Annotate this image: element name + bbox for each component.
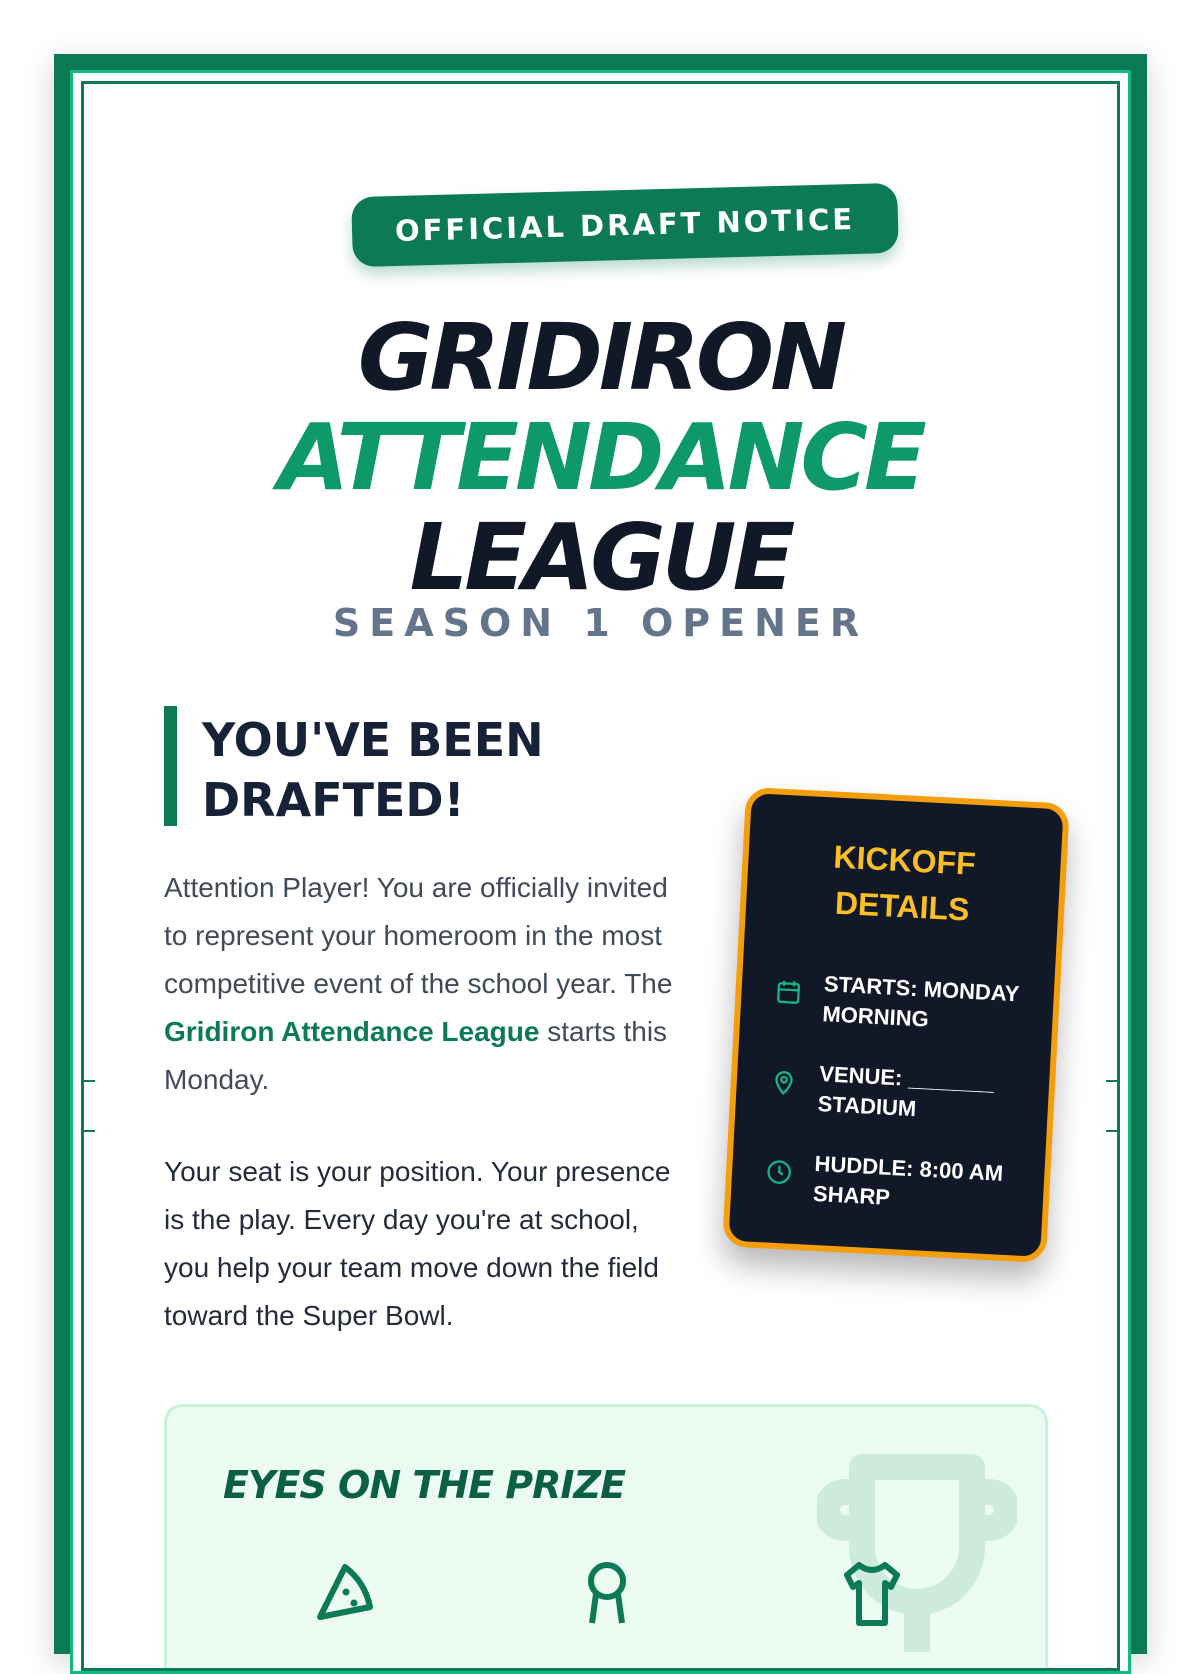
poster xyxy=(54,54,1147,1654)
league-name-highlight: Gridiron Attendance League xyxy=(164,1016,539,1047)
drafted-heading-line-1: YOU'VE BEEN xyxy=(202,710,642,770)
intro-text: Attention Player! You are officially invited to represent your homeroom in the most competitive event of the school year. The xyxy=(164,872,672,999)
title-line-3: LEAGUE xyxy=(84,508,1117,608)
jersey-icon xyxy=(837,1557,907,1627)
trophy-icon xyxy=(817,1437,1017,1671)
detail-starts-text: STARTS: MONDAY MORNING xyxy=(822,969,1037,1040)
intro-paragraph xyxy=(164,864,684,1104)
intro-text-end: starts this Monday. xyxy=(164,1016,667,1095)
clock-icon xyxy=(763,1156,795,1188)
poster-paper xyxy=(81,81,1120,1671)
accent-bar xyxy=(164,706,177,826)
yard-line-marker xyxy=(1106,1130,1120,1132)
medal-icon xyxy=(572,1557,642,1627)
pizza-icon xyxy=(310,1557,380,1627)
calendar-icon xyxy=(773,977,805,1009)
yard-line-marker xyxy=(81,1130,95,1132)
detail-venue xyxy=(767,1056,1032,1130)
title-line-1: GRIDIRON xyxy=(84,308,1117,408)
detail-huddle-text: HUDDLE: 8:00 AM SHARP xyxy=(812,1149,1027,1220)
season-subtitle: SEASON 1 OPENER xyxy=(84,601,1117,645)
detail-starts xyxy=(772,967,1037,1041)
detail-huddle xyxy=(762,1146,1027,1220)
title-line-2: ATTENDANCE xyxy=(84,408,1117,508)
kickoff-title-line-1: KICKOFF xyxy=(748,829,1062,891)
yard-line-marker xyxy=(81,1080,95,1082)
kickoff-card-title xyxy=(745,829,1061,937)
prize-title: EYES ON THE PRIZE xyxy=(223,1463,625,1507)
drafted-heading-line-2: DRAFTED! xyxy=(202,770,642,830)
yard-line-marker xyxy=(1106,1080,1120,1082)
prize-section xyxy=(164,1404,1048,1671)
map-pin-icon xyxy=(768,1066,800,1098)
kickoff-title-line-2: DETAILS xyxy=(745,875,1059,937)
draft-notice-badge: OFFICIAL DRAFT NOTICE xyxy=(351,183,899,267)
detail-venue-text: VENUE: _______ STADIUM xyxy=(817,1059,1032,1130)
position-paragraph: Your seat is your position. Your presence is the play. Every day you're at school, you help your team move down the field toward the Super Bowl. xyxy=(164,1148,684,1340)
drafted-heading xyxy=(202,710,642,830)
outer-border xyxy=(70,70,1131,1674)
kickoff-details-card xyxy=(722,787,1070,1263)
